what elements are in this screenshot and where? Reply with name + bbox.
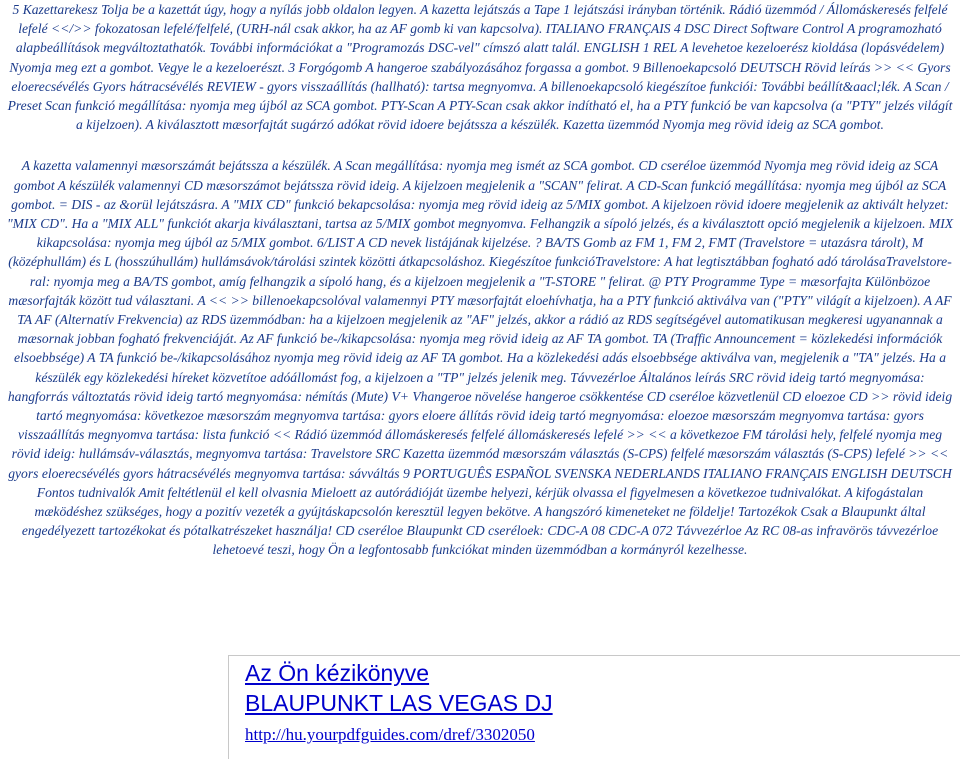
manual-paragraph: 5 Kazettarekesz Tolja be a kazettát úgy, hogy a nyílás jobb oldalon legyen. A kazetta lejátszás a Tape 1 lejátszási irányban történik. Rádió üzemmód / Állomáskeresés felfelé lefelé <</>> fokozatosan lefelé/felfelé, (URH-nál csak akkor, ha az AF gomb ki van kapcsolva). ITALIANO FRANÇAIS 4 DSC Direct Software Control A programozható alapbeállítások megváltoztathatók. További információkat a "Programozás DSC-vel" címszó alatt talál. ENGLISH 1 REL A levehetoe kezeloerész kioldása (lopásvédelem) Nyomja meg ezt a gombot. Vegye le a kezeloerészt. 3 Forgógomb A hangeroe szabályozásához forgassa a gombot. 9 Billenoekapcsoló DEUTSCH Rövid leírás >> << Gyors eloerecsévélés Gyors hátracsévélés REVIEW - gyors visszaállítás (hallható): tartsa megnyomva. A billenoekapcsoló kiegészítoe funkciói: További beállít&aacl;lék. A Scan / Preset Scan funkció megállítása: nyomja meg újból az SCA gombot. PTY-Scan A PTY-Scan csak akkor indítható el, ha a PTY funkció be van kapcsolva (a "PTY" jelzés világít a kijelzoen). A kiválasztott mæsorfajtát sugárzó adókat rövid idoere bejátssza a készülék. Kazetta üzemmód Nyomja meg rövid ideig az SCA gombot.	[7, 2, 953, 133]
manual-link-box	[228, 655, 960, 759]
manual-url-link[interactable]: http://hu.yourpdfguides.com/dref/3302050	[245, 725, 535, 744]
product-name-link[interactable]: BLAUPUNKT LAS VEGAS DJ	[245, 690, 553, 716]
manual-paragraph: A kazetta valamennyi mæsorszámát bejátssza a készülék. A Scan megállítása: nyomja meg ismét az SCA gombot. CD cseréloe üzemmód Nyomja meg rövid ideig az SCA gombot A készülék valamennyi CD mæsorszámot bejátssza rövid ideig. A kijelzoen megjelenik a "SCAN" felirat. A CD-Scan funkció megállítása: nyomja meg újból az SCA gombot. = DIS - az &orül lejátszásra. A "MIX CD" funkció bekapcsolása: nyomja meg rövid ideig az 5/MIX gombot. A kijelzoen rövid idoere megjelenik az aktivált helyzet: "MIX CD". Ha a "MIX ALL" funkciót akarja kiválasztani, tartsa az 5/MIX gombot megnyomva. Felhangzik a sípoló jelzés, és a kiválasztott opció megjelenik a kijelzoen. MIX kikapcsolása: nyomja meg újból az 5/MIX gombot. 6/LIST A CD nevek listájának kijelzése. ? BA/TS Gomb az FM 1, FM 2, FMT (Travelstore = utazásra tárolt), M (középhullám) és L (hosszúhullám) hullámsávok/tárolási szintek közötti átkapcsoláshoz. Kiegészítoe funkcióTravelstore: A hat legtisztábban fogható adó tárolásaTravelstore-ral: nyomja meg a BA/TS gombot, amíg felhangzik a sípoló hang, és a kijelzoen megjelenik a "T-STORE " felirat. @ PTY Programme Type = mæsorfajta Különbözoe mæsorfajták között tud választani. A << >> billenoekapcsolóval valamennyi PTY mæsorfajtát eloehívhatja, ha a PTY funkció aktiválva van ("PTY" világít a kijelzoen). A AF TA AF (Alternatív Frekvencia) az RDS üzemmódban: ha a kijelzoen megjelenik az "AF" jelzés, akkor a rádió az RDS segítségével automatikusan megkeresi ugyanannak a mæsornak jobban fogható frekvenciáját. Az AF funkció be-/kikapcsolása: nyomja meg rövid ideig az AF TA gombot. TA (Traffic Announcement = közlekedési információk elsoebbsége) A TA funkció be-/kikapcsolásához nyomja meg rövid ideig az AF TA gombot. Ha a közlekedési adás elsoebbsége aktiválva van, megjelenik a "TA" jelzés. Ha a készülék egy közlekedési híreket közvetítoe adóállomást fog, a kijelzoen a "TP" jelzés jelenik meg. Távvezérloe Általános leírás SRC rövid ideig tartó megnyomása: hangforrás változtatás rövid ideig tartó megnyomása: némítás (Mute) V+ Vhangeroe növelése hangeroe csökkentése CD cseréloe közvetlenül CD eloezoe CD >> rövid ideig tartó megnyomása: következoe mæsorszám megnyomva tartása: gyors eloere állítás rövid ideig tartó megnyomása: eloezoe mæsorszám megnyomva tartása: gyors visszaállítás megnyomva tartása: lista funkció << Rádió üzemmód állomáskeresés felfelé állomáskeresés lefelé >> << a következoe FM tárolási hely, felfelé nyomja meg rövid ideig: hullámsáv-választás, megnyomva tartása: Travelstore SRC Kazetta üzemmód mæsorszám választás (S-CPS) felfelé mæsorszám választás (S-CPS) lefelé >> << gyors eloerecsévélés gyors hátracsévélés megnyomva tartása: sávváltás 9 PORTUGUÊS ESPAÑOL SVENSKA NEDERLANDS ITALIANO FRANÇAIS ENGLISH DEUTSCH Fontos tudnivalók Amit feltétlenül el kell olvasnia Mieloett az autórádióját üzembe helyezi, kérjük olvassa el figyelmesen a következoe tudnivalókat. A kifogástalan mæködéshez szükséges, hogy a pozitív vezeték a gyújtáskapcsolón keresztül legyen bekötve. A hangszóró kimeneteket ne földelje! Tartozékok Csak a Blaupunkt által engedélyezett tartozékokat és pótalkatrészeket használja! CD cseréloe Blaupunkt CD cseréloek: CDC-A 08 CDC-A 072 Távvezérloe Az RC 08-as infravörös távvezérloe lehetoevé teszi, hogy Ön a legfontosabb funkciókat minden üzemmódban a kormányról kezelhesse.	[6, 158, 954, 558]
manual-title-link[interactable]: Az Ön kézikönyve	[245, 660, 430, 686]
